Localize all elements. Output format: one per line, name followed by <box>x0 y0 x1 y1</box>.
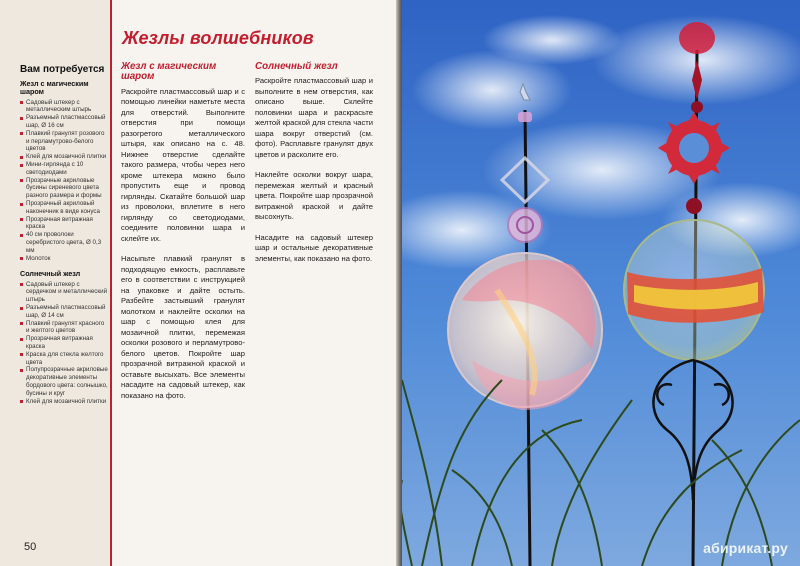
list-item: Прозрачные акриловые бусины сиреневого цвета разного размера и формы <box>20 177 108 200</box>
list-item: Клей для мозаичной плитки <box>20 398 108 406</box>
photo-page <box>402 0 800 566</box>
list-item: 40 см проволоки серебристого цвета, Ø 0,3 мм <box>20 231 108 254</box>
materials-wand2-title: Солнечный жезл <box>20 269 81 279</box>
watermark-text: абирикат.ру <box>703 540 788 556</box>
list-item: Разъемный пластмассовый шар, Ø 16 см <box>20 114 108 130</box>
paragraph: Раскройте пластмассовый шар и с помощью линейки наметьте места для отверстий. Выполните отверстия при помощи разогретого металлического штыря, как описано на с. 48. Нижнее отверстие сделайте такого размера, чтобы через него кроме штекера можно было пропустить еще и провод гирлянды. Скатайте большой шар из проволоки, вплетите в него гирлянду со светодиодами, соедините половинки шара и склейте их. <box>121 86 245 243</box>
list-item: Прозрачный акриловый наконечник в виде конуса <box>20 200 108 216</box>
list-item: Молоток <box>20 255 108 263</box>
materials-wand1-title: Жезл с магическим шаром <box>20 79 89 97</box>
list-item: Садовый штекер с металлическим штырь <box>20 99 108 115</box>
list-item: Разъемный пластмассовый шар, Ø 14 см <box>20 304 108 320</box>
paragraph: Насадите на садовый штекер шар и остальные декоративные элементы, как показано на фото. <box>255 232 373 263</box>
list-item: Мини-гирлянда с 10 светодиодами <box>20 161 108 177</box>
list-item: Прозрачная витражная краска <box>20 335 108 351</box>
materials-wand2-list <box>20 281 108 406</box>
paragraph: Насыпьте плавкий гранулят в подходящую емкость, расплавьте его в соответствии с инструкцией на упаковке и дайте остыть. Разбейте застывший гранулят молотком и наклейте осколки на шар с помощью клея для мозаичной плитки, перемежая осколки розового и перламутрово-белого цветов. Покройте шар прозрачной витражной краской и оставьте высыхать. Все элементы насадите на садовый штекер, как показано на фото. <box>121 254 245 400</box>
section-heading: Жезл с магическим шаром <box>121 61 217 83</box>
list-item: Прозрачная витражная краска <box>20 216 108 232</box>
list-item: Плавкий гранулят красного и желтого цветов <box>20 320 108 336</box>
list-item: Клей для мозаичной плитки <box>20 153 108 161</box>
section-sun-wand <box>255 62 373 274</box>
paragraph: Наклейте осколки вокруг шара, перемежая желтый и красный цвета. Покройте шар прозрачной витражной краской и дайте высохнуть. <box>255 170 373 222</box>
left-page <box>0 0 398 566</box>
list-item: Садовый штекер с сердечком и металлический штырь <box>20 281 108 304</box>
wands-photo <box>402 0 800 566</box>
paragraph: Раскройте пластмассовый шар и выполните в нем отверстия, как описано выше. Склейте половинки шара и раскрасьте желтой краской для стекла части шара вокруг отверстий (см. фото). Расплавьте гранулят двух цветов и расколите его. <box>255 76 373 159</box>
materials-wand1-list <box>20 99 108 263</box>
list-item: Полупрозрачные акриловые декоративные элементы бордового цвета: солнышко, бусины и круг <box>20 366 108 397</box>
materials-heading: Вам потребуется <box>20 64 105 75</box>
materials-sidebar <box>0 0 112 566</box>
list-item: Плавкий гранулят розового и перламутрово-белого цветов <box>20 130 108 153</box>
section-heading: Солнечный жезл <box>255 61 338 72</box>
list-item: Краска для стекла желтого цвета <box>20 351 108 367</box>
sun-decoration <box>658 112 730 184</box>
page-number: 50 <box>24 541 37 553</box>
page-title: Жезлы волшебников <box>122 28 314 48</box>
section-magic-ball <box>121 62 245 411</box>
